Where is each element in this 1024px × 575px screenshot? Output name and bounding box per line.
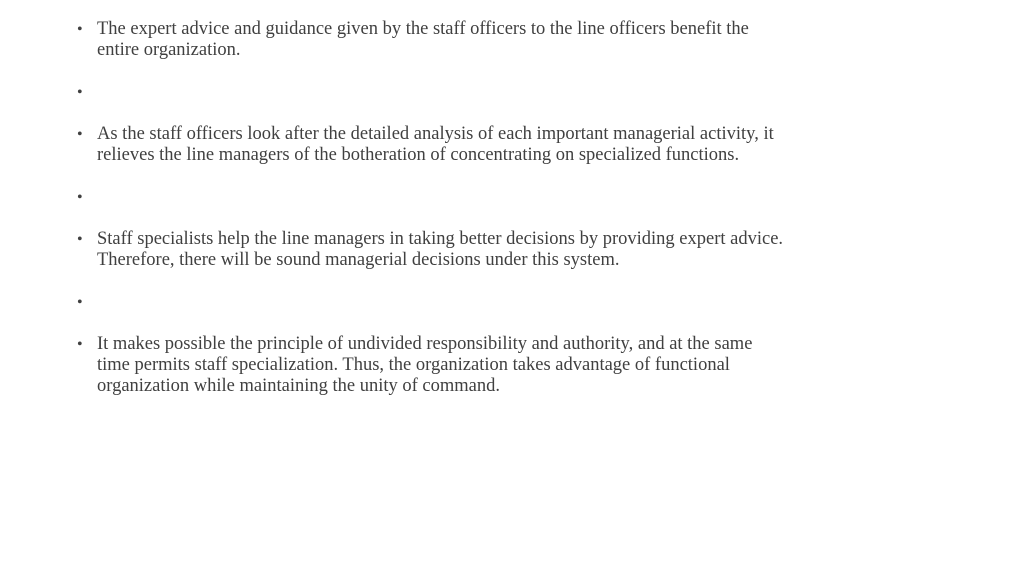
bullet-list	[0, 19, 800, 418]
bullet-text: It makes possible the principle of undivided responsibility and authority, and at the same time permits staff specialization. Thus, the organization takes advantage of functional organization while maintaining the unity of command.	[97, 334, 753, 396]
bullet-text: The expert advice and guidance given by the staff officers to the line officers benefit the entire organization.	[97, 19, 749, 60]
bullet-text: As the staff officers look after the detailed analysis of each important managerial activity, it relieves the line managers of the botheration of concentrating on specialized functions.	[97, 124, 774, 165]
bullet-item	[0, 229, 800, 271]
bullet-dot-icon: •	[77, 231, 83, 248]
bullet-item-empty	[0, 292, 800, 313]
bullet-item-empty	[0, 187, 800, 208]
bullet-dot-icon: •	[77, 84, 83, 101]
bullet-dot-icon: •	[77, 126, 83, 143]
bullet-text: Staff specialists help the line managers in taking better decisions by providing expert advice. Therefore, there will be sound managerial decisions under this system.	[97, 229, 784, 270]
bullet-dot-icon: •	[77, 189, 83, 206]
bullet-dot-icon: •	[77, 294, 83, 311]
bullet-dot-icon: •	[77, 336, 83, 353]
bullet-item	[0, 19, 800, 61]
bullet-item-empty	[0, 82, 800, 103]
bullet-dot-icon: •	[77, 21, 83, 38]
bullet-item	[0, 124, 800, 166]
bullet-item	[0, 334, 800, 397]
